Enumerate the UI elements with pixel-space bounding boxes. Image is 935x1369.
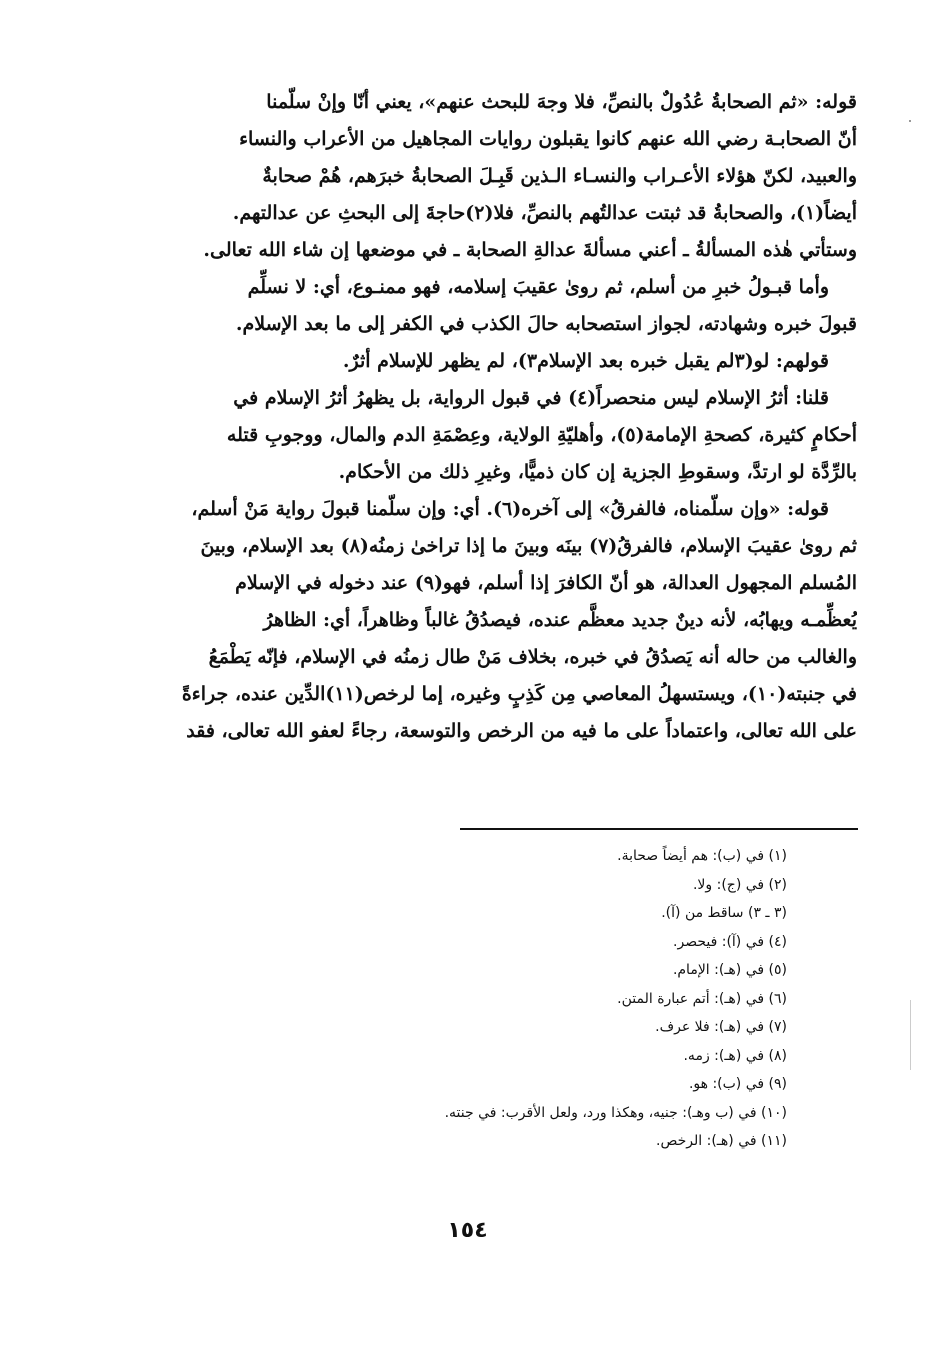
- scan-edge-mark: [910, 1000, 911, 1070]
- text-line: أيضاً(١)، والصحابةُ قد ثبتت عدالتُهم بالنصِّ، فلا(٢)حاجةَ إلى البحثِ عن عدالتهم.: [232, 202, 857, 224]
- text-line: أحكامٍ كثيرة، كصحةِ الإمامة(٥)، وأهليّةِ الولاية، وعِصْمَةِ الدم والمال، ووجوبِ قتله: [226, 424, 857, 446]
- text-line: يُعظِّمـه ويهابُه، لأنه دينٌ جديد معظَّم عنده، فيصدُقُ غالباً وظاهراً، أي: الظاهرُ: [263, 609, 857, 631]
- text-line: ثم روىٰ عقيبَ الإسلام، فالفرقُ(٧) بينَه وبينَ ما إذا تراخىٰ زمنُه(٨) بعد الإسلام، وبينَ: [200, 535, 857, 557]
- text-line: بالرِّدَّة لو ارتدَّ، وسقوطِ الجزية إن كان ذميًّا، وغيرِ ذلك من الأحكام.: [338, 461, 857, 483]
- footnote: (٦) في (هـ): أتم عبارة المتن.: [617, 990, 787, 1007]
- text-line: في جنبته(١٠)، ويستسهلُ المعاصي مِن كَذِبٍ وغيره، إما لرخص(١١)الدِّين عنده، جراءةً: [181, 683, 857, 705]
- text-line: قبولَ خبره وشهادته، لجواز استصحابه حالَ الكذب في الكفر إلى ما بعد الإسلام.: [235, 313, 857, 335]
- text-line: أنّ الصحابـة رضي الله عنهم كانوا يقبلون روايات المجاهيل من الأعراب والنساء: [239, 128, 857, 150]
- text-line: وأما قبـولُ خبرِ من أسلم، ثم روىٰ عقيبَ إسلامه، فهو ممنـوع، أي: لا نسلِّم: [247, 276, 829, 298]
- footnote: (٣ ـ ٣) ساقط من (آ).: [661, 905, 787, 921]
- text-line: وستأتي هٰذه المسألةُ ـ أعني مسألةَ عدالةِ الصحابة ـ في موضعها إن شاء الله تعالى.: [203, 239, 857, 261]
- footnote: (٢) في (ج): ولا.: [692, 876, 787, 893]
- footnote: (٤) في (آ): فيحصر.: [673, 933, 787, 950]
- text-line: قوله: «وإن سلّمناه، فالفرقُ» إلى آخره(٦). أي: وإن سلّمنا قبولَ رواية مَنْ أسلم،: [191, 498, 829, 520]
- footnote-separator: [460, 828, 858, 830]
- footnote: (١١) في (هـ): الرخص.: [656, 1133, 787, 1149]
- footnote: (٧) في (هـ): فلا عرف.: [655, 1019, 787, 1035]
- text-line: قولهم: لو(٣لم يقبل خبره بعد الإسلام٣)، لم يظهر للإسلام أثرٌ.: [342, 350, 829, 372]
- footnotes: [147, 842, 787, 1156]
- footnote: (٩) في (ب): هو.: [688, 1076, 787, 1092]
- main-text: [78, 84, 857, 750]
- text-line: قوله: «ثم الصحابةُ عُدُولٌ بالنصِّ، فلا وجهَ للبحث عنهم»، يعني أنّا وإنْ سلّمنا: [266, 91, 857, 113]
- text-line: والعبيد، لكنّ هؤلاء الأعـراب والنسـاء الـذين قَبِـلَ الصحابةُ خبرَهم، هُمْ صحابةٌ: [262, 165, 857, 187]
- text-line: قلنا: أثرُ الإسلام ليس منحصراً(٤) في قبول الرواية، بل يظهرُ أثرُ الإسلام في: [233, 387, 829, 409]
- footnote: (٥) في (هـ): الإمام.: [672, 962, 787, 978]
- footnote: (١) في (ب): هم أيضاً صحابة.: [617, 848, 787, 864]
- text-line: والغالب من حاله أنه يَصدُقُ في خبره، بخلاف مَنْ طال زمنُه في الإسلام، فإنّه يَطْمَعُ: [208, 646, 857, 668]
- footnote: (٨) في (هـ): زمه.: [683, 1047, 787, 1064]
- scan-speck: [909, 120, 911, 122]
- text-line: على الله تعالى، واعتماداً على ما فيه من الرخص والتوسعة، رجاءً لعفو الله تعالى، فقد: [186, 720, 857, 742]
- text-line: المُسلم المجهول العدالة، هو أنّ الكافرَ إذا أسلم، فهو(٩) عند دخوله في الإسلام: [235, 572, 857, 594]
- footnote: (١٠) في (ب وهـ): جنيه، وهكذا ورد، ولعل الأقرب: في جنته.: [444, 1104, 787, 1121]
- page-number: ١٥٤: [447, 1218, 488, 1243]
